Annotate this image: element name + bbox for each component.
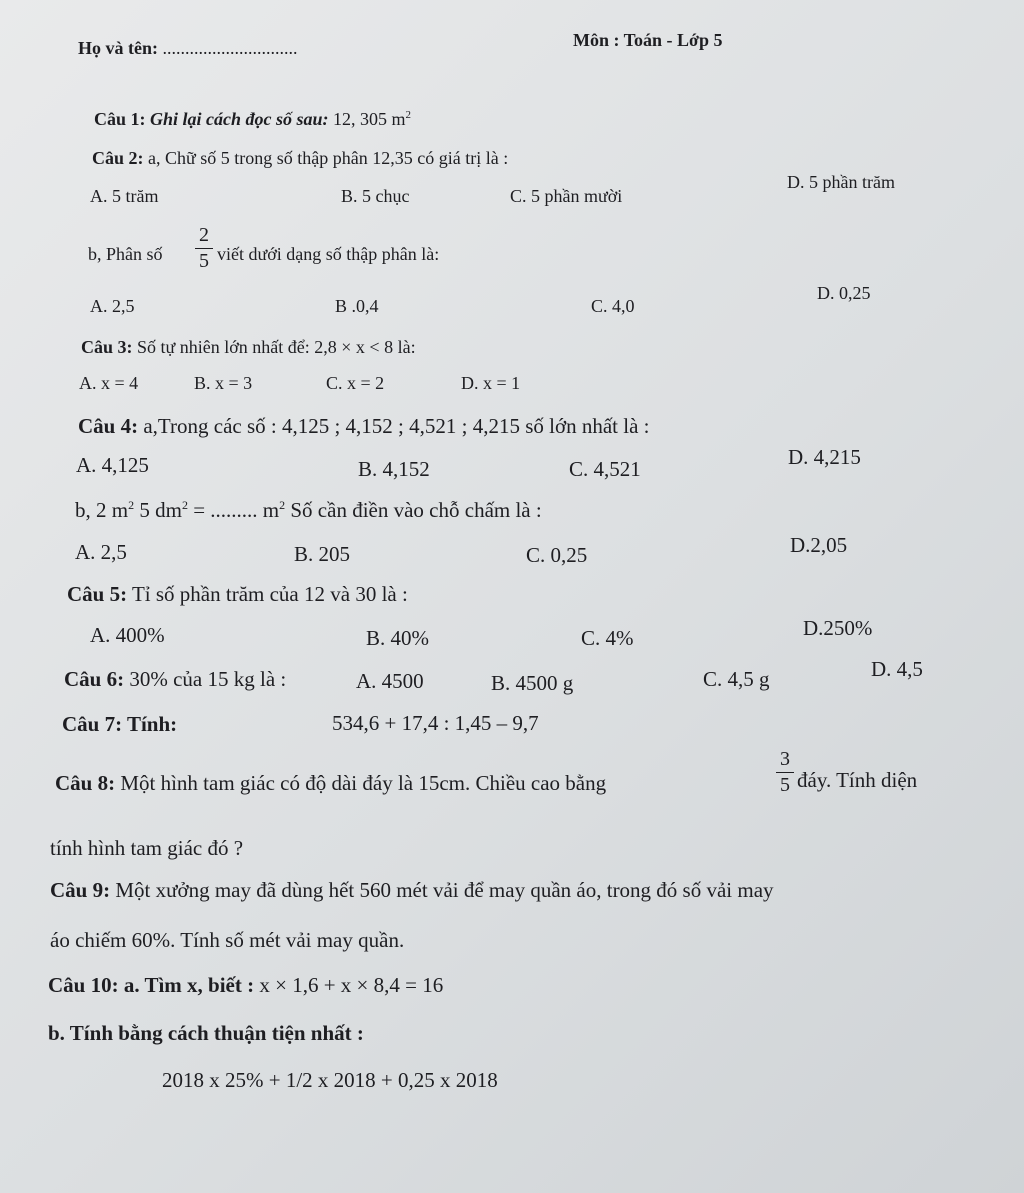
- q8-fraction: [776, 748, 794, 797]
- q8-numerator: 3: [780, 748, 790, 770]
- question-9: [50, 878, 774, 903]
- q5-option-b: B. 40%: [366, 626, 429, 650]
- q6-option-a: A. 4500: [356, 669, 424, 693]
- q5-label: Câu 5:: [67, 582, 128, 606]
- fraction-bar: [776, 772, 794, 773]
- question-4: [78, 414, 649, 439]
- q8-post: đáy. Tính diện: [797, 768, 918, 792]
- q6-option-d: D. 4,5: [871, 657, 923, 681]
- question-10: [48, 973, 443, 998]
- q7-label: Câu 7: Tính:: [62, 712, 178, 736]
- q1-sup: 2: [405, 109, 412, 121]
- q4b-sup3: 2: [279, 498, 286, 512]
- q9-label: Câu 9:: [50, 878, 111, 902]
- q3-option-c: C. x = 2: [326, 373, 385, 393]
- q2b-pre: b, Phân số: [88, 244, 163, 264]
- q4b-part4: Số cần điền vào chỗ chấm là :: [290, 498, 542, 522]
- question-6: [64, 667, 286, 692]
- q8-denominator: 5: [780, 774, 790, 796]
- q4b-line: [75, 498, 542, 523]
- q2b-fraction: [195, 224, 213, 273]
- q1-label: Câu 1:: [94, 109, 146, 129]
- q2-label: Câu 2:: [92, 148, 144, 168]
- q1-value: 12, 305 m: [333, 109, 406, 129]
- q5-option-d: D.250%: [803, 616, 873, 640]
- q10-expression: x × 1,6 + x × 8,4 = 16: [259, 973, 444, 997]
- q4b-option-d: D.2,05: [790, 533, 848, 557]
- q8-text: Một hình tam giác có độ dài đáy là 15cm. Chiều cao bằng: [120, 771, 607, 795]
- name-label: Họ và tên:: [78, 38, 158, 58]
- q4-text: a,Trong các số : 4,125 ; 4,152 ; 4,521 ; 4,215 số lớn nhất là :: [143, 414, 650, 438]
- q8-line2: tính hình tam giác đó ?: [50, 836, 244, 860]
- q4a-option-b: B. 4,152: [358, 457, 430, 481]
- q5-option-c: C. 4%: [581, 626, 634, 650]
- fraction-bar: [195, 248, 213, 249]
- q4a-option-d: D. 4,215: [788, 445, 861, 469]
- q2b-numerator: 2: [199, 224, 209, 246]
- q3-option-d: D. x = 1: [461, 373, 521, 393]
- question-1: [94, 109, 411, 131]
- q2b-option-c: C. 4,0: [591, 296, 635, 316]
- q4b-sup1: 2: [128, 498, 135, 512]
- q4a-option-a: A. 4,125: [76, 453, 149, 477]
- q4b-part3: = ......... m: [193, 498, 280, 522]
- q3-option-a: A. x = 4: [79, 373, 139, 393]
- question-5: [67, 582, 408, 607]
- q4a-option-c: C. 4,521: [569, 457, 641, 481]
- q7-expression: 534,6 + 17,4 : 1,45 – 9,7: [332, 711, 539, 735]
- q9-line2: áo chiếm 60%. Tính số mét vải may quần.: [50, 928, 405, 952]
- question-2: [92, 148, 508, 170]
- name-dots: ..............................: [162, 38, 298, 58]
- q10b-expression: 2018 x 25% + 1/2 x 2018 + 0,25 x 2018: [162, 1068, 498, 1092]
- q2a-option-a: A. 5 trăm: [90, 186, 159, 206]
- q2b-denominator: 5: [199, 250, 209, 272]
- q4b-sup2: 2: [181, 498, 188, 512]
- q4b-option-b: B. 205: [294, 542, 351, 566]
- q6-option-c: C. 4,5 g: [703, 667, 770, 691]
- q2a-option-b: B. 5 chục: [341, 186, 410, 206]
- q6-label: Câu 6:: [64, 667, 125, 691]
- q2b-option-d: D. 0,25: [817, 283, 871, 303]
- name-line: [78, 38, 298, 60]
- q2b-option-a: A. 2,5: [90, 296, 135, 316]
- q4-label: Câu 4:: [78, 414, 139, 438]
- q5-option-a: A. 400%: [90, 623, 165, 647]
- q4b-option-a: A. 2,5: [75, 540, 127, 564]
- q2a-option-d: D. 5 phần trăm: [787, 172, 895, 192]
- q5-text: Tỉ số phần trăm của 12 và 30 là :: [131, 582, 408, 606]
- q10-label: Câu 10: a. Tìm x, biết :: [48, 973, 255, 997]
- q2b-option-b: B .0,4: [335, 296, 379, 316]
- q6-option-b: B. 4500 g: [491, 671, 574, 695]
- q2a-option-c: C. 5 phần mười: [510, 186, 623, 206]
- q4b-part1: b, 2 m: [75, 498, 129, 522]
- q1-text: Ghi lại cách đọc số sau:: [150, 109, 329, 129]
- q3-option-b: B. x = 3: [194, 373, 253, 393]
- q4b-part2: 5 dm: [139, 498, 182, 522]
- q9-text: Một xưởng may đã dùng hết 560 mét vải để may quần áo, trong đó số vải may: [115, 878, 774, 902]
- q3-label: Câu 3:: [81, 337, 133, 357]
- q8-label: Câu 8:: [55, 771, 116, 795]
- q3-text: Số tự nhiên lớn nhất để: 2,8 × x < 8 là:: [137, 337, 416, 357]
- subject-title: Môn : Toán - Lớp 5: [573, 30, 723, 50]
- q2b-post: viết dưới dạng số thập phân là:: [217, 244, 440, 264]
- q10b-label: b. Tính bằng cách thuận tiện nhất :: [48, 1021, 364, 1045]
- q2-text: a, Chữ số 5 trong số thập phân 12,35 có giá trị là :: [148, 148, 509, 168]
- q4b-option-c: C. 0,25: [526, 543, 588, 567]
- question-3: [81, 337, 416, 359]
- q6-text: 30% của 15 kg là :: [129, 667, 287, 691]
- question-8: [55, 771, 606, 796]
